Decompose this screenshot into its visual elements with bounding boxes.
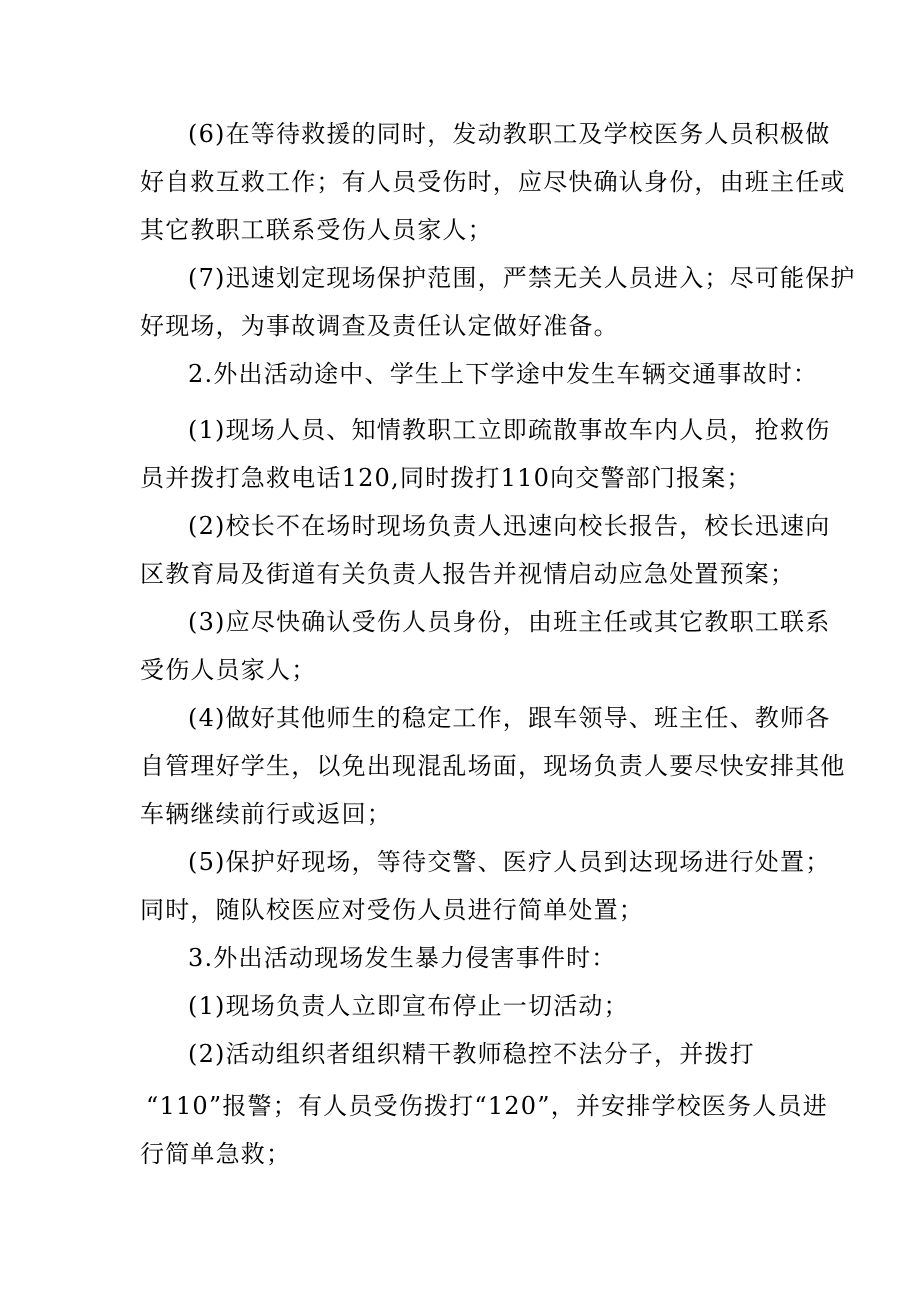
section-heading: 2.外出活动途中、学生上下学途中发生车辆交通事故时： bbox=[188, 360, 819, 388]
paragraph-line: 其它教职工联系受伤人员家人； bbox=[140, 216, 493, 244]
paragraph-line: (2)校长不在场时现场负责人迅速向校长报告，校长迅速向 bbox=[188, 512, 831, 540]
paragraph-line: (1)现场负责人立即宣布停止一切活动； bbox=[188, 992, 629, 1020]
paragraph-line: 好现场，为事故调查及责任认定做好准备。 bbox=[140, 312, 619, 340]
paragraph-line: (7)迅速划定现场保护范围，严禁无关人员进入；尽可能保护 bbox=[188, 264, 856, 292]
paragraph-line: 受伤人员家人； bbox=[140, 656, 317, 684]
paragraph-line: (1)现场人员、知情教职工立即疏散事故车内人员，抢救伤 bbox=[188, 416, 831, 444]
paragraph-line: (2)活动组织者组织精干教师稳控不法分子，并拨打 bbox=[188, 1040, 755, 1068]
paragraph-line: (6)在等待救援的同时，发动教职工及学校医务人员积极做 bbox=[188, 120, 831, 148]
paragraph-line: (5)保护好现场，等待交警、医疗人员到达现场进行处置； bbox=[188, 848, 831, 876]
paragraph-line: 行简单急救； bbox=[140, 1140, 292, 1168]
paragraph-line: 区教育局及街道有关负责人报告并视情启动应急处置预案； bbox=[140, 560, 796, 588]
paragraph-line: (3)应尽快确认受伤人员身份，由班主任或其它教职工联系 bbox=[188, 608, 831, 636]
paragraph-line: 同时，随队校医应对受伤人员进行简单处置； bbox=[140, 896, 644, 924]
section-heading: 3.外出活动现场发生暴力侵害事件时： bbox=[188, 944, 617, 972]
paragraph-line: 自管理好学生，以免出现混乱场面，现场负责人要尽快安排其他 bbox=[140, 752, 846, 780]
paragraph-line: (4)做好其他师生的稳定工作，跟车领导、班主任、教师各 bbox=[188, 704, 831, 732]
paragraph-line: “110”报警；有人员受伤拨打“120”，并安排学校医务人员进 bbox=[146, 1092, 828, 1120]
paragraph-line: 员并拨打急救电话120,同时拨打110向交警部门报案； bbox=[140, 464, 752, 492]
paragraph-line: 好自救互救工作；有人员受伤时，应尽快确认身份，由班主任或 bbox=[140, 168, 846, 196]
paragraph-line: 车辆继续前行或返回； bbox=[140, 800, 392, 828]
